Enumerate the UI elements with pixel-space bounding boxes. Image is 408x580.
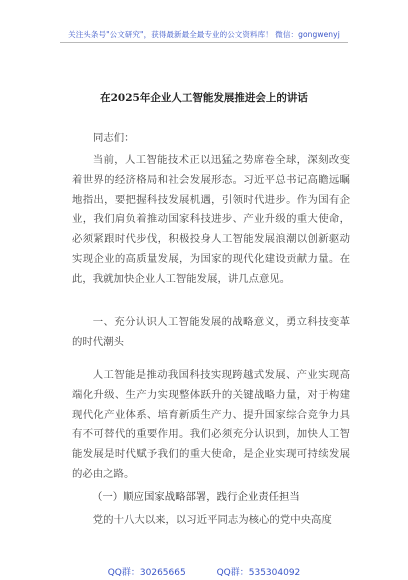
salutation: 同志们： bbox=[93, 132, 135, 144]
paragraph-text: 人工智能是推动我国科技实现跨越式发展、产业实现高端化升级、生产力实现整体跃升的关键战略力量，对于构建现代化产业体系、培育新质生产力、提升国家综合竞争力具有不可替代的重要作用。我们必须充分认识到，加快人工智能发展是时代赋予我们的重大使命，是企业实现可持续发展的必由之路。 bbox=[72, 369, 350, 480]
header-banner: 关注头条号"公文研究"，获得最新最全最专业的公文资料库！ 微信：gongwenyj bbox=[68, 30, 340, 39]
footer-contact bbox=[0, 565, 408, 578]
paragraph-significance bbox=[72, 366, 350, 485]
paragraph-text: 当前，人工智能技术正以迅猛之势席卷全球，深刻改变着世界的经济格局和社会发展形态。习近平总书记高瞻远瞩地指出，要把握科技发展机遇，引领时代进步。作为国有企业，我们肩负着推动国家科技进步、产业升级的重大使命，必须紧跟时代步伐，积极投身人工智能发展浪潮以创新驱动实现企业的高质量发展，为国家的现代化建设贡献力量。在此，我就加快企业人工智能发展，讲几点意见。 bbox=[72, 154, 350, 285]
paragraph-party bbox=[72, 511, 350, 531]
paragraph-text: 党的十八大以来，以习近平同志为核心的党中央高度 bbox=[92, 514, 332, 526]
subsection-heading: （一）顺应国家战略部署，践行企业责任担当 bbox=[92, 491, 300, 503]
header-divider bbox=[60, 42, 348, 43]
section-heading bbox=[72, 313, 350, 353]
paragraph-intro bbox=[72, 151, 350, 290]
qq-group-1: QQ群：30265665 bbox=[107, 568, 186, 578]
document-title: 在2025年企业人工智能发展推进会上的讲话 bbox=[100, 92, 308, 104]
section-heading-text: 一、充分认识人工智能发展的战略意义，勇立科技变革的时代潮头 bbox=[72, 316, 350, 348]
qq-group-2: QQ群：535304092 bbox=[216, 568, 301, 578]
